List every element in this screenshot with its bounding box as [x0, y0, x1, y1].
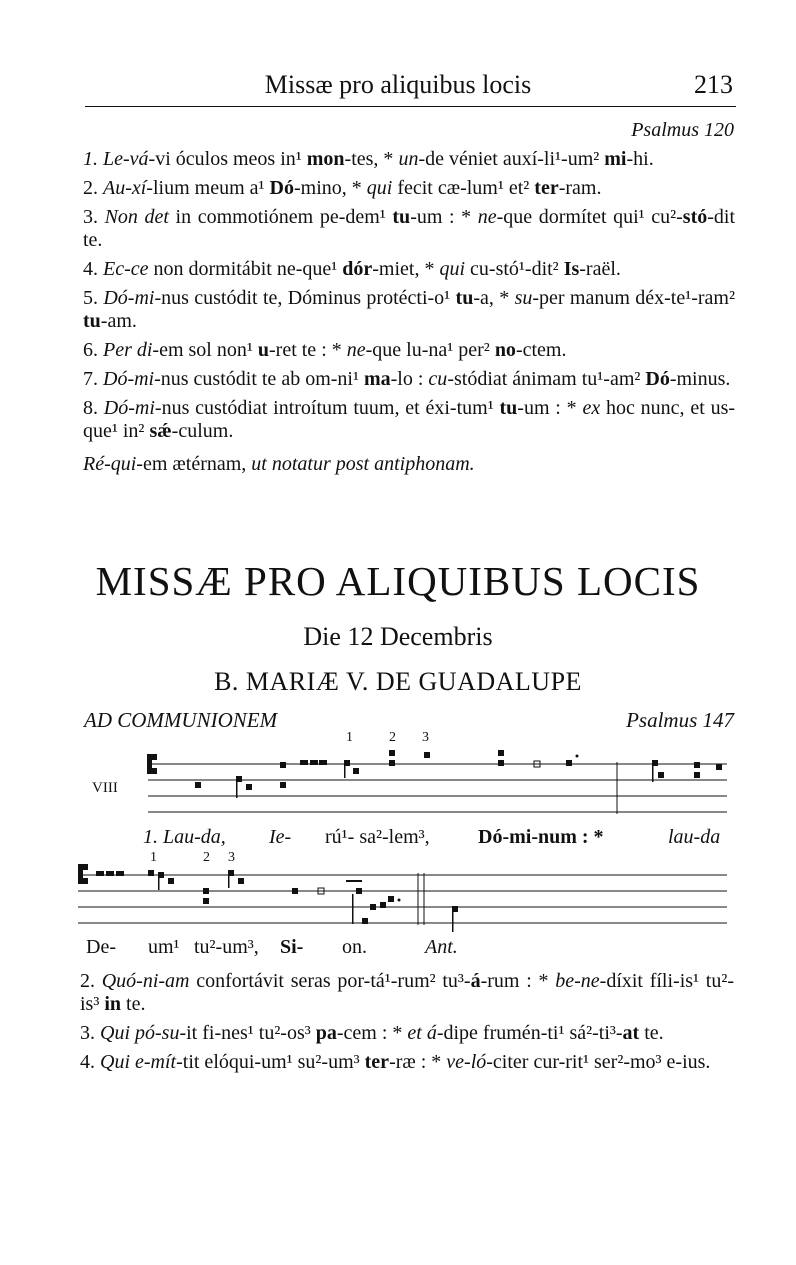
psalm-verse: 3. Qui pó-su-it fi-nes¹ tu²-os³ pa-cem : * et á-dipe frumén-ti¹ sá²-ti³-at te.	[80, 1022, 664, 1044]
chant-lyric: um¹	[148, 936, 180, 958]
division-number: 3	[228, 850, 235, 865]
staff-1-neumes	[147, 750, 722, 798]
chant-lyric: Si-	[280, 936, 304, 958]
division-number: 2	[389, 730, 396, 745]
psalm-verse: 7. Dó-mi-nus custódit te ab om-ni¹ ma-lo : cu-stódiat ánimam tu¹-am² Dó-minus.	[83, 368, 731, 390]
psalm-verse: 6. Per di-em sol non¹ u-ret te : * ne-que lu-na¹ per² no-ctem.	[83, 339, 567, 361]
running-title: Missæ pro aliquibus locis	[264, 70, 532, 99]
chant-lyric: Ie-	[269, 826, 292, 848]
mode-label: VIII	[92, 780, 118, 796]
psalm-verse: 5. Dó-mi-nus custódit te, Dóminus protécti-o¹ tu-a, * su-per manum déx-te¹-ram² tu-am.	[83, 287, 735, 332]
psalm-147-verses	[80, 970, 734, 1080]
division-number: 1	[346, 730, 353, 745]
psalm-verse: 3. Non det in commotiónem pe-dem¹ tu-um : * ne-que dormítet qui¹ cu²-stó-dit te.	[83, 206, 736, 251]
chant-lyric: tu²-um³,	[194, 936, 259, 958]
chant-lyric: 1. Lau-da,	[143, 826, 226, 848]
staff-2	[78, 873, 727, 925]
psalm-verse: 2. Au-xí-lium meum a¹ Dó-mino, * qui fecit cæ-lum¹ et² ter-ram.	[83, 177, 602, 199]
division-number: 3	[422, 730, 429, 745]
page-number: 213	[694, 70, 733, 99]
chant-lyric: De-	[86, 936, 116, 958]
psalm-verse: 8. Dó-mi-nus custódiat introítum tuum, et éxi-tum¹ tu-um : * ex hoc nunc, et us-que¹ in² sǽ-culum.	[83, 397, 736, 442]
psalm-120-label: Psalmus 120	[631, 119, 734, 141]
feast-name: B. MARIÆ V. DE GUADALUPE	[214, 667, 582, 696]
chant-lyric: Dó-mi-num : *	[478, 826, 604, 848]
staff-2-neumes	[78, 864, 458, 932]
chant-lyric: lau-da	[668, 826, 721, 848]
communion-label: AD COMMUNIONEM	[84, 708, 278, 732]
division-number: 1	[150, 850, 157, 865]
psalm-verse: 1. Le-vá-vi óculos meos in¹ mon-tes, * un-de véniet auxí-li¹-um² mi-hi.	[83, 148, 654, 170]
chant-lyric: on.	[342, 936, 367, 958]
section-title: MISSÆ PRO ALIQUIBUS LOCIS	[95, 558, 701, 604]
staff-1	[148, 762, 727, 814]
chant-lyric: rú¹- sa²-lem³,	[325, 826, 430, 848]
chant-lyric: Ant.	[425, 936, 458, 958]
psalm-verse: 4. Ec-ce non dormitábit ne-que¹ dór-miet, * qui cu-stó¹-dit² Is-raël.	[83, 258, 621, 280]
psalm-147-label: Psalmus 147	[626, 708, 734, 732]
requiem-line: Ré-qui-em ætérnam, ut notatur post antiphonam.	[83, 453, 475, 475]
feast-date: Die 12 Decembris	[303, 622, 493, 651]
division-number: 2	[203, 850, 210, 865]
psalm-verse: 2. Quó-ni-am confortávit seras por-tá¹-rum² tu³-á-rum : * be-ne-díxit fíli-is¹ tu²-is³ in te.	[80, 970, 734, 1015]
psalm-verse: 4. Qui e-mít-tit elóqui-um¹ su²-um³ ter-ræ : * ve-ló-citer cur-rit¹ ser²-mo³ e-ius.	[80, 1051, 711, 1073]
